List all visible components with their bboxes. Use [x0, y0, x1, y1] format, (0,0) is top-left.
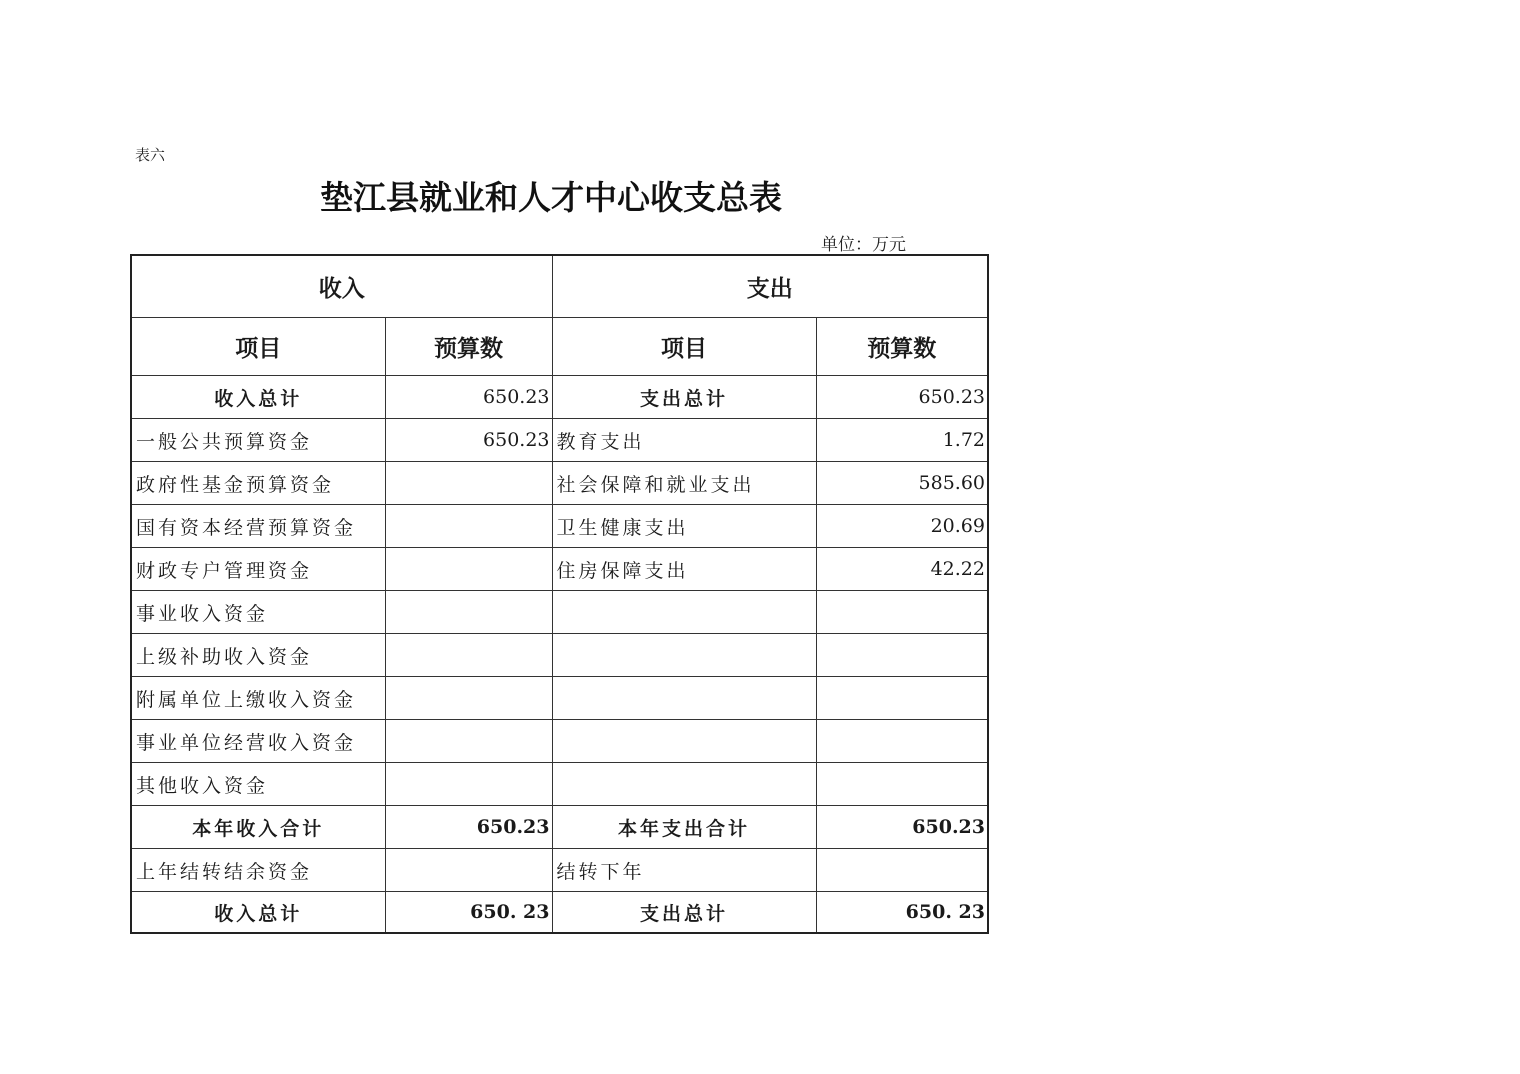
table-number-label: 表六 — [135, 146, 166, 164]
expense-item — [552, 763, 816, 806]
income-value — [385, 462, 552, 505]
table-row-subtotal — [131, 806, 988, 849]
income-item: 上级补助收入资金 — [131, 634, 385, 677]
income-header: 收入 — [131, 255, 552, 318]
expense-value — [816, 591, 988, 634]
expense-item: 住房保障支出 — [552, 548, 816, 591]
table-row — [131, 505, 988, 548]
table-row-grand-total — [131, 892, 988, 934]
expense-item: 卫生健康支出 — [552, 505, 816, 548]
column-header-row — [131, 318, 988, 376]
table-row — [131, 591, 988, 634]
table-row — [131, 720, 988, 763]
table-row — [131, 634, 988, 677]
income-value — [385, 763, 552, 806]
income-value — [385, 548, 552, 591]
expense-item: 支出总计 — [552, 376, 816, 419]
table-row — [131, 419, 988, 462]
expense-value — [816, 677, 988, 720]
unit-note: 单位：万元 — [821, 235, 906, 255]
income-item: 上年结转结余资金 — [131, 849, 385, 892]
group-header-row — [131, 255, 988, 318]
expense-item — [552, 677, 816, 720]
income-value — [385, 720, 552, 763]
page-title: 垫江县就业和人才中心收支总表 — [320, 178, 782, 217]
table-row — [131, 849, 988, 892]
expense-value: 1.72 — [816, 419, 988, 462]
expense-value: 650. 23 — [816, 892, 988, 934]
income-value — [385, 505, 552, 548]
expense-item — [552, 634, 816, 677]
income-item: 附属单位上缴收入资金 — [131, 677, 385, 720]
income-item: 财政专户管理资金 — [131, 548, 385, 591]
income-value: 650.23 — [385, 376, 552, 419]
income-item: 收入总计 — [131, 376, 385, 419]
income-item: 政府性基金预算资金 — [131, 462, 385, 505]
expense-value: 42.22 — [816, 548, 988, 591]
income-value: 650.23 — [385, 419, 552, 462]
table-row — [131, 462, 988, 505]
expense-item-header: 项目 — [552, 318, 816, 376]
expense-item — [552, 720, 816, 763]
income-value — [385, 849, 552, 892]
expense-item: 教育支出 — [552, 419, 816, 462]
expense-item: 支出总计 — [552, 892, 816, 934]
income-value — [385, 591, 552, 634]
expense-budget-header: 预算数 — [816, 318, 988, 376]
expense-item: 本年支出合计 — [552, 806, 816, 849]
income-item: 收入总计 — [131, 892, 385, 934]
expense-item: 社会保障和就业支出 — [552, 462, 816, 505]
expense-item: 结转下年 — [552, 849, 816, 892]
income-item: 事业单位经营收入资金 — [131, 720, 385, 763]
income-item-header: 项目 — [131, 318, 385, 376]
income-item: 国有资本经营预算资金 — [131, 505, 385, 548]
income-value: 650.23 — [385, 806, 552, 849]
expense-item — [552, 591, 816, 634]
expense-value — [816, 634, 988, 677]
expense-value — [816, 720, 988, 763]
expense-value: 20.69 — [816, 505, 988, 548]
expense-value: 650.23 — [816, 806, 988, 849]
income-value — [385, 677, 552, 720]
income-value: 650. 23 — [385, 892, 552, 934]
table-row — [131, 763, 988, 806]
income-value — [385, 634, 552, 677]
income-item: 本年收入合计 — [131, 806, 385, 849]
table-row — [131, 548, 988, 591]
expense-value — [816, 849, 988, 892]
income-item: 其他收入资金 — [131, 763, 385, 806]
expense-value: 650.23 — [816, 376, 988, 419]
income-item: 事业收入资金 — [131, 591, 385, 634]
budget-summary-table — [130, 254, 989, 934]
expense-value — [816, 763, 988, 806]
income-budget-header: 预算数 — [385, 318, 552, 376]
table-row-total — [131, 376, 988, 419]
expense-header: 支出 — [552, 255, 988, 318]
expense-value: 585.60 — [816, 462, 988, 505]
income-item: 一般公共预算资金 — [131, 419, 385, 462]
table-row — [131, 677, 988, 720]
